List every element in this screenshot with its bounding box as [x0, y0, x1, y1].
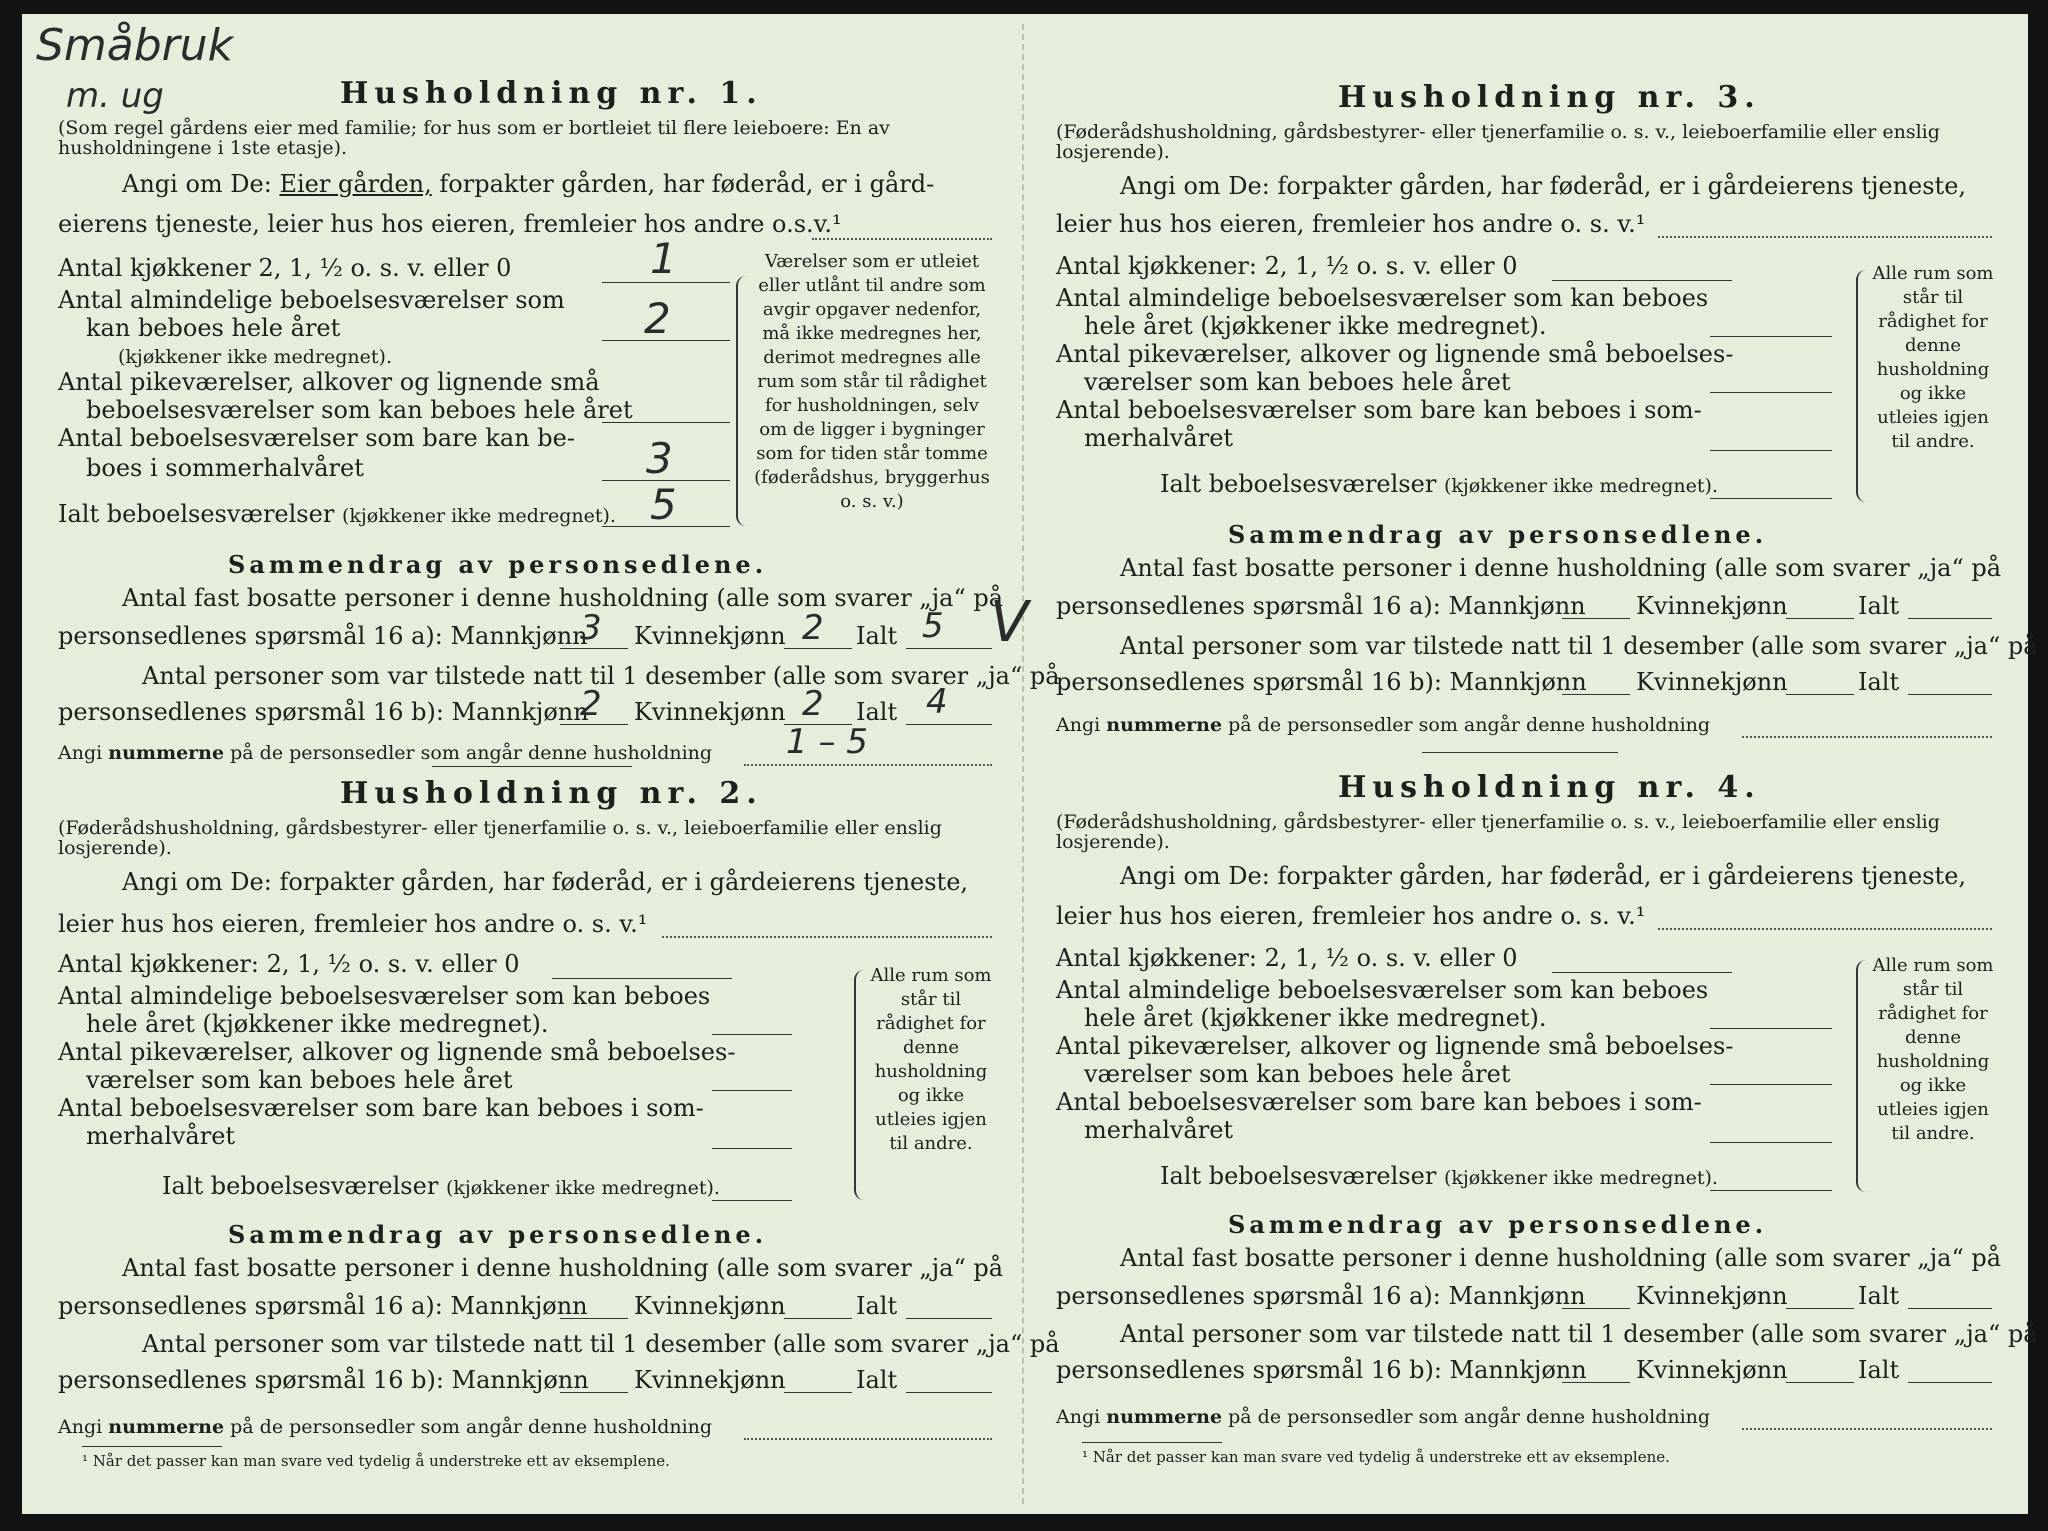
household-3-angi-line1: Angi om De: forpakter gården, har føderåd, er i gårdeierens tjeneste,: [1120, 172, 1967, 200]
h1-q-kitchens: Antal kjøkkener 2, 1, ½ o. s. v. eller 0: [58, 254, 512, 282]
h4-summary-title: Sammendrag av personsedlene.: [1228, 1210, 1768, 1239]
s16a-label: personsedlenes spørsmål 16 a):: [58, 1292, 443, 1320]
h4-numbers-row: [1056, 1406, 1710, 1428]
h1-s16b-row: [58, 698, 589, 726]
margin-note-line1: Småbruk: [36, 20, 234, 71]
h1-s16a-m: 3: [580, 608, 602, 648]
h2-s16a-i-line: [906, 1318, 992, 1319]
male-label: Mannkjønn: [450, 1292, 588, 1320]
h1-s16b-i-line: [906, 724, 992, 725]
household-1-angi-line2: eierens tjeneste, leier hus hos eieren, fremleier hos andre o.s.v.¹: [58, 210, 842, 238]
male-label: Mannkjønn: [1449, 1356, 1587, 1384]
footnote-right: ¹ Når det passer kan man svare ved tydelig å understreke ett av eksemplene.: [1082, 1448, 1670, 1466]
total-label: Ialt beboelsesværelser: [162, 1172, 439, 1200]
h3-s16b-m-line: [1562, 694, 1630, 695]
h1-s16a-i-label: Ialt: [856, 622, 898, 650]
household-2-angi-line2: leier hus hos eieren, fremleier hos andre o. s. v.¹: [58, 910, 648, 938]
h3-summary-title: Sammendrag av personsedlene.: [1228, 520, 1768, 549]
h1-s16a-k-line: [784, 648, 852, 649]
h3-s16a-i-line: [1908, 618, 1992, 619]
h2-s16b-k-line: [784, 1392, 852, 1393]
h3-s16b-k-label: Kvinnekjønn: [1636, 668, 1788, 696]
h4-s16b-i-label: Ialt: [1858, 1356, 1900, 1384]
h1-s16b-m-line: [560, 724, 628, 725]
h2-a-small-line: [712, 1090, 792, 1091]
h1-q-total-label: Ialt beboelsesværelser: [58, 500, 335, 528]
h3-numbers-row: [1056, 714, 1710, 736]
h4-q-kitchens: Antal kjøkkener: 2, 1, ½ o. s. v. eller 0: [1056, 944, 1518, 972]
h4-a-kitchens-line: [1552, 972, 1732, 973]
total-note: (kjøkkener ikke medregnet).: [1443, 1167, 1718, 1189]
h4-q-small-a: Antal pikeværelser, alkover og lignende små beboelses-: [1056, 1032, 1734, 1060]
male-label: Mannkjønn: [451, 1366, 589, 1394]
h1-q-rooms-c: (kjøkkener ikke medregnet).: [118, 346, 392, 368]
h2-s16a-i-label: Ialt: [856, 1292, 898, 1320]
h2-q-rooms-a: Antal almindelige beboelsesværelser som kan beboes: [58, 982, 711, 1010]
h1-check-mark: V: [990, 590, 1029, 655]
male-label: Mannkjønn: [1448, 1282, 1586, 1310]
h2-a-summer-line: [712, 1148, 792, 1149]
h1-q-rooms-a: Antal almindelige beboelsesværelser som: [58, 286, 565, 314]
s16a-label: personsedlenes spørsmål 16 a):: [1056, 1282, 1441, 1310]
h4-s16a-i-label: Ialt: [1858, 1282, 1900, 1310]
angi-answer-line: [812, 238, 992, 240]
h4-s16b-row: [1056, 1356, 1587, 1384]
h1-s16b-i: 4: [926, 682, 948, 722]
h4-s16b-text: Antal personer som var tilstede natt til 1 desember (alle som svarer „ja“ på: [1120, 1320, 2038, 1348]
census-form-page: [22, 14, 2038, 1514]
h1-s16b-m: 2: [580, 684, 602, 724]
household-3-angi-line2: leier hus hos eieren, fremleier hos andre o. s. v.¹: [1056, 210, 1646, 238]
h4-q-rooms-b: hele året (kjøkkener ikke medregnet).: [1084, 1004, 1547, 1032]
h2-s16a-k-line: [784, 1318, 852, 1319]
h4-a-total-line: [1710, 1190, 1832, 1191]
h1-numbers-line: [744, 764, 992, 766]
h1-s16a-text: Antal fast bosatte personer i denne husholdning (alle som svarer „ja“ på: [122, 584, 1004, 612]
household-1-title: Husholdning nr. 1.: [340, 76, 763, 111]
h3-q-small-b: værelser som kan beboes hele året: [1084, 368, 1511, 396]
h2-numbers-row: [58, 1416, 712, 1438]
h2-q-summer-a: Antal beboelsesværelser som bare kan beboes i som-: [58, 1094, 704, 1122]
h3-s16a-m-line: [1562, 618, 1630, 619]
h1-side-note: Værelser som er utleiet eller utlånt til andre som avgir opgaver nedenfor, må ikke medregnes her, derimot medregnes alle rum som står til rådighet for husholdningen, selv om de ligger i bygninger som for tiden står tomme (føderådshus, bryggerhus o. s. v.): [754, 251, 990, 512]
h1-s16a-k: 2: [802, 608, 824, 648]
h1-q-rooms-b: kan beboes hele året: [86, 314, 341, 342]
h2-side-note: Alle rum som står til rådighet for denne husholdning og ikke utleies igjen til andre.: [870, 965, 992, 1154]
page-fold: [1022, 24, 1024, 1504]
total-label: Ialt beboelsesværelser: [1160, 470, 1437, 498]
h2-s16b-row: [58, 1366, 589, 1394]
h2-s16a-m-line: [560, 1318, 628, 1319]
h1-s16a-row: [58, 622, 588, 650]
h3-q-summer-a: Antal beboelsesværelser som bare kan beboes i som-: [1056, 396, 1702, 424]
h3-q-rooms-a: Antal almindelige beboelsesværelser som kan beboes: [1056, 284, 1709, 312]
h4-q-rooms-a: Antal almindelige beboelsesværelser som kan beboes: [1056, 976, 1709, 1004]
h4-side-note: Alle rum som står til rådighet for denne husholdning og ikke utleies igjen til andre.: [1872, 955, 1994, 1144]
h4-q-summer-b: merhalvåret: [1084, 1116, 1234, 1144]
h3-s16a-row: [1056, 592, 1586, 620]
s16b-label: personsedlenes spørsmål 16 b):: [58, 698, 444, 726]
h2-q-small-b: værelser som kan beboes hele året: [86, 1066, 513, 1094]
h4-angi-answer-line: [1658, 928, 1992, 930]
male-label: Mannkjønn: [1449, 668, 1587, 696]
h4-s16b-k-label: Kvinnekjønn: [1636, 1356, 1788, 1384]
h1-summary-title: Sammendrag av personsedlene.: [228, 550, 768, 579]
numbers-bold: nummerne: [108, 742, 225, 764]
eier-garden-underlined: Eier gården,: [279, 170, 432, 198]
h4-a-rooms-line: [1710, 1028, 1832, 1029]
household-1-note: (Som regel gårdens eier med familie; for hus som er bortleiet til flere leieboere: En av husholdningene i 1ste etasje).: [58, 117, 890, 159]
h2-q-total: [162, 1172, 720, 1200]
footnote-rule: [82, 1446, 222, 1447]
h3-q-small-a: Antal pikeværelser, alkover og lignende små beboelses-: [1056, 340, 1734, 368]
h3-q-rooms-b: hele året (kjøkkener ikke medregnet).: [1084, 312, 1547, 340]
h3-s16a-k-label: Kvinnekjønn: [1636, 592, 1788, 620]
h1-q-small-a: Antal pikeværelser, alkover og lignende små: [58, 368, 600, 396]
h3-s16b-i-label: Ialt: [1858, 668, 1900, 696]
h3-a-summer-line: [1710, 450, 1832, 451]
h3-side-note: Alle rum som står til rådighet for denne husholdning og ikke utleies igjen til andre.: [1872, 263, 1994, 452]
h1-q-small-b: beboelsesværelser som kan beboes hele året: [86, 396, 633, 424]
h4-s16b-m-line: [1562, 1382, 1630, 1383]
separator: [432, 766, 632, 767]
numbers-bold: nummerne: [1106, 714, 1223, 736]
h1-s16a-m-line: [560, 648, 628, 649]
male-label: Mannkjønn: [451, 698, 589, 726]
h4-a-summer-line: [1710, 1142, 1832, 1143]
h4-s16a-i-line: [1908, 1308, 1992, 1309]
numbers-text: på de personsedler som angår denne husholdning: [1228, 1406, 1711, 1428]
h3-a-small-line: [1710, 392, 1832, 393]
h2-s16a-text: Antal fast bosatte personer i denne husholdning (alle som svarer „ja“ på: [122, 1254, 1004, 1282]
household-2-title: Husholdning nr. 2.: [340, 776, 763, 811]
h4-s16a-k-line: [1786, 1308, 1854, 1309]
h2-s16b-i-line: [906, 1392, 992, 1393]
h2-q-summer-b: merhalvåret: [86, 1122, 236, 1150]
h4-numbers-line: [1742, 1428, 1992, 1430]
h1-a-total: 5: [650, 480, 677, 529]
h1-q-summer-b: boes i sommerhalvåret: [86, 454, 364, 482]
h1-s16a-i: 5: [922, 606, 944, 646]
h2-summary-title: Sammendrag av personsedlene.: [228, 1220, 768, 1249]
h3-s16a-k-line: [1786, 618, 1854, 619]
h3-a-kitchens-line: [1552, 280, 1732, 281]
h2-s16b-k-label: Kvinnekjønn: [634, 1366, 786, 1394]
household-4-angi-line1: Angi om De: forpakter gården, har føderåd, er i gårdeierens tjeneste,: [1120, 862, 1967, 890]
household-2-note: (Føderådshusholdning, gårdsbestyrer- eller tjenerfamilie o. s. v., leieboerfamilie eller enslig losjerende).: [58, 817, 942, 859]
h1-a-rooms: 2: [644, 294, 671, 343]
h1-q-total-note: (kjøkkener ikke medregnet).: [341, 505, 616, 527]
h2-q-kitchens: Antal kjøkkener: 2, 1, ½ o. s. v. eller 0: [58, 950, 520, 978]
h1-numbers-value: 1 – 5: [786, 722, 868, 762]
h3-s16b-row: [1056, 668, 1587, 696]
total-note: (kjøkkener ikke medregnet).: [445, 1177, 720, 1199]
s16b-label: personsedlenes spørsmål 16 b):: [58, 1366, 444, 1394]
numbers-angi: Angi: [58, 742, 103, 764]
household-4-note: (Føderådshusholdning, gårdsbestyrer- eller tjenerfamilie o. s. v., leieboerfamilie eller enslig losjerende).: [1056, 811, 1940, 853]
h2-angi-answer-line: [662, 936, 992, 938]
h1-s16b-text: Antal personer som var tilstede natt til 1 desember (alle som svarer „ja“ på: [142, 662, 1060, 690]
h2-s16a-row: [58, 1292, 588, 1320]
margin-note-line2: m. ug: [66, 76, 164, 116]
total-label: Ialt beboelsesværelser: [1160, 1162, 1437, 1190]
h2-q-small-a: Antal pikeværelser, alkover og lignende små beboelses-: [58, 1038, 736, 1066]
h3-angi-answer-line: [1658, 236, 1992, 238]
male-label: Mannkjønn: [1448, 592, 1586, 620]
h3-s16a-text: Antal fast bosatte personer i denne husholdning (alle som svarer „ja“ på: [1120, 554, 2002, 582]
h3-s16b-k-line: [1786, 694, 1854, 695]
h1-q-summer-a: Antal beboelsesværelser som bare kan be-: [58, 424, 575, 452]
household-4-title: Husholdning nr. 4.: [1338, 770, 1761, 805]
h4-s16a-text: Antal fast bosatte personer i denne husholdning (alle som svarer „ja“ på: [1120, 1244, 2002, 1272]
h1-side-brace: [736, 276, 752, 526]
h4-q-total: [1160, 1162, 1718, 1190]
s16b-label: personsedlenes spørsmål 16 b):: [1056, 668, 1442, 696]
angi-label: Angi om De:: [122, 170, 272, 198]
numbers-text: på de personsedler som angår denne husholdning: [230, 1416, 713, 1438]
h2-q-rooms-b: hele året (kjøkkener ikke medregnet).: [86, 1010, 549, 1038]
h3-s16b-text: Antal personer som var tilstede natt til 1 desember (alle som svarer „ja“ på: [1120, 632, 2038, 660]
h2-s16a-k-label: Kvinnekjønn: [634, 1292, 786, 1320]
h3-numbers-line: [1742, 736, 1992, 738]
h1-a-summer: 3: [646, 434, 673, 483]
h3-q-total: [1160, 470, 1718, 498]
h4-s16b-k-line: [1786, 1382, 1854, 1383]
angi-options: forpakter gården, har føderåd, er i gård-: [439, 170, 935, 198]
h2-s16b-text: Antal personer som var tilstede natt til 1 desember (alle som svarer „ja“ på: [142, 1330, 1060, 1358]
h4-s16a-row: [1056, 1282, 1586, 1310]
h4-s16b-i-line: [1908, 1382, 1992, 1383]
h4-s16a-k-label: Kvinnekjønn: [1636, 1282, 1788, 1310]
h3-q-summer-b: merhalvåret: [1084, 424, 1234, 452]
h1-s16a-k-label: Kvinnekjønn: [634, 622, 786, 650]
footnote-rule: [1082, 1442, 1222, 1443]
household-4-angi-line2: leier hus hos eieren, fremleier hos andre o. s. v.¹: [1056, 902, 1646, 930]
h2-a-total-line: [712, 1200, 792, 1201]
h2-a-kitchens-line: [552, 978, 732, 979]
numbers-bold: nummerne: [108, 1416, 225, 1438]
h4-s16a-m-line: [1562, 1308, 1630, 1309]
household-1-angi-line1: [122, 170, 934, 198]
h2-s16b-m-line: [560, 1392, 628, 1393]
h1-s16a-i-line: [906, 648, 992, 649]
total-note: (kjøkkener ikke medregnet).: [1443, 475, 1718, 497]
h3-q-kitchens: Antal kjøkkener: 2, 1, ½ o. s. v. eller 0: [1056, 252, 1518, 280]
s16b-label: personsedlenes spørsmål 16 b):: [1056, 1356, 1442, 1384]
numbers-angi: Angi: [1056, 714, 1101, 736]
h1-a-kitchens: 1: [650, 234, 677, 283]
h4-a-small-line: [1710, 1084, 1832, 1085]
numbers-angi: Angi: [1056, 1406, 1101, 1428]
h3-a-rooms-line: [1710, 336, 1832, 337]
numbers-text: på de personsedler som angår denne husholdning: [230, 742, 713, 764]
separator: [1422, 752, 1618, 753]
h1-numbers-row: [58, 742, 712, 764]
h2-a-rooms-line: [712, 1034, 792, 1035]
h3-a-total-line: [1710, 498, 1832, 499]
h1-s16b-k: 2: [802, 684, 824, 724]
numbers-angi: Angi: [58, 1416, 103, 1438]
numbers-text: på de personsedler som angår denne husholdning: [1228, 714, 1711, 736]
s16a-label: personsedlenes spørsmål 16 a):: [58, 622, 443, 650]
household-3-title: Husholdning nr. 3.: [1338, 80, 1761, 115]
h4-q-small-b: værelser som kan beboes hele året: [1084, 1060, 1511, 1088]
h1-s16b-i-label: Ialt: [856, 698, 898, 726]
h1-s16b-k-label: Kvinnekjønn: [634, 698, 786, 726]
numbers-bold: nummerne: [1106, 1406, 1223, 1428]
male-label: Mannkjønn: [450, 622, 588, 650]
h4-q-summer-a: Antal beboelsesværelser som bare kan beboes i som-: [1056, 1088, 1702, 1116]
h2-s16b-i-label: Ialt: [856, 1366, 898, 1394]
h1-a-small-line: [602, 422, 730, 423]
footnote-left: ¹ Når det passer kan man svare ved tydelig å understreke ett av eksemplene.: [82, 1452, 670, 1470]
s16a-label: personsedlenes spørsmål 16 a):: [1056, 592, 1441, 620]
household-3-note: (Føderådshusholdning, gårdsbestyrer- eller tjenerfamilie o. s. v., leieboerfamilie eller enslig losjerende).: [1056, 121, 1940, 163]
household-2-angi-line1: Angi om De: forpakter gården, har føderåd, er i gårdeierens tjeneste,: [122, 868, 969, 896]
h2-numbers-line: [744, 1438, 992, 1440]
h3-s16b-i-line: [1908, 694, 1992, 695]
h3-s16a-i-label: Ialt: [1858, 592, 1900, 620]
h1-q-total: [58, 500, 616, 528]
